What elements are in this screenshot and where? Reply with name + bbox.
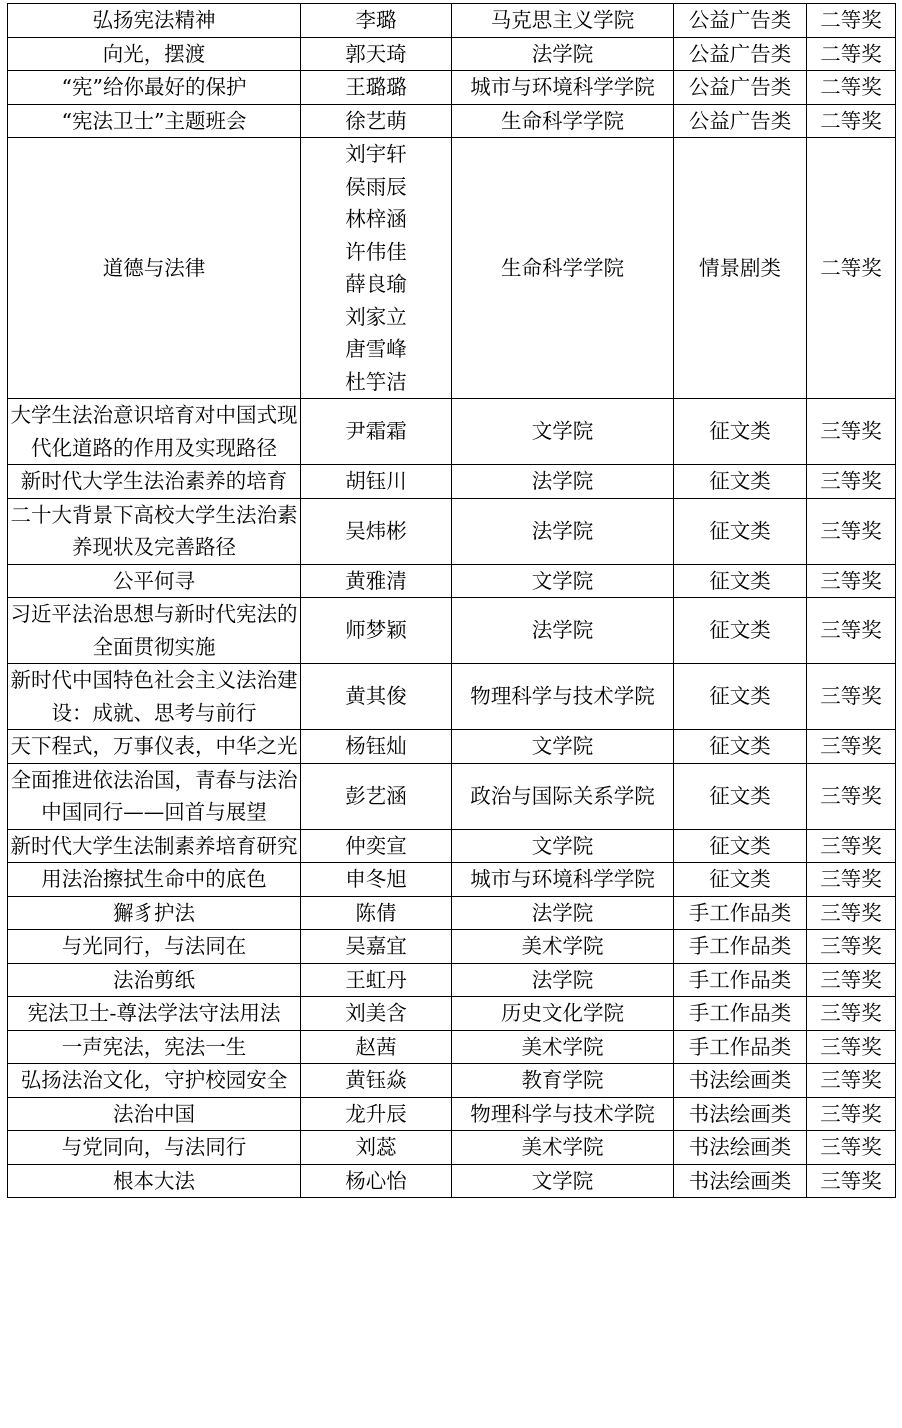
category-cell: 公益广告类 — [674, 104, 807, 138]
table-row — [8, 598, 896, 664]
author-cell: 龙升辰 — [301, 1097, 452, 1131]
college-cell: 物理科学与技术学院 — [452, 664, 674, 730]
category-cell: 书法绘画类 — [674, 1131, 807, 1165]
author-cell: 郭天琦 — [301, 37, 452, 71]
author-cell: 刘宇轩 侯雨辰 林梓涵 许伟佳 薛良瑜 刘家立 唐雪峰 杜竽洁 — [301, 138, 452, 399]
work-title-cell: 向光，摆渡 — [8, 37, 301, 71]
author-cell: 师梦颖 — [301, 598, 452, 664]
category-cell: 征文类 — [674, 498, 807, 564]
work-title-cell: 弘扬法治文化，守护校园安全 — [8, 1064, 301, 1098]
author-cell: 吴炜彬 — [301, 498, 452, 564]
table-row — [8, 1030, 896, 1064]
college-cell: 政治与国际关系学院 — [452, 763, 674, 829]
table-row — [8, 664, 896, 730]
author-cell: 申冬旭 — [301, 863, 452, 897]
award-cell: 三等奖 — [807, 730, 896, 764]
author-cell: 赵茜 — [301, 1030, 452, 1064]
work-title-cell: 天下程式，万事仪表，中华之光 — [8, 730, 301, 764]
category-cell: 征文类 — [674, 829, 807, 863]
college-cell: 法学院 — [452, 896, 674, 930]
category-cell: 手工作品类 — [674, 896, 807, 930]
award-cell: 三等奖 — [807, 1030, 896, 1064]
work-title-cell: 新时代大学生法治素养的培育 — [8, 465, 301, 499]
work-title-cell: 公平何寻 — [8, 564, 301, 598]
awards-table — [7, 3, 896, 1198]
table-row — [8, 138, 896, 399]
table-row — [8, 896, 896, 930]
author-cell: 徐艺萌 — [301, 104, 452, 138]
author-cell: 陈倩 — [301, 896, 452, 930]
award-cell: 三等奖 — [807, 997, 896, 1031]
table-row — [8, 1131, 896, 1165]
award-cell: 三等奖 — [807, 664, 896, 730]
category-cell: 书法绘画类 — [674, 1064, 807, 1098]
college-cell: 美术学院 — [452, 1131, 674, 1165]
award-cell: 三等奖 — [807, 1097, 896, 1131]
table-row — [8, 930, 896, 964]
award-cell: 二等奖 — [807, 4, 896, 38]
category-cell: 书法绘画类 — [674, 1097, 807, 1131]
category-cell: 公益广告类 — [674, 37, 807, 71]
work-title-cell: 大学生法治意识培育对中国式现代化道路的作用及实现路径 — [8, 399, 301, 465]
author-cell: 彭艺涵 — [301, 763, 452, 829]
work-title-cell: 一声宪法，宪法一生 — [8, 1030, 301, 1064]
college-cell: 文学院 — [452, 730, 674, 764]
college-cell: 教育学院 — [452, 1064, 674, 1098]
award-cell: 二等奖 — [807, 37, 896, 71]
work-title-cell: 新时代中国特色社会主义法治建设：成就、思考与前行 — [8, 664, 301, 730]
table-row — [8, 1064, 896, 1098]
category-cell: 征文类 — [674, 465, 807, 499]
college-cell: 物理科学与技术学院 — [452, 1097, 674, 1131]
work-title-cell: 与党同向，与法同行 — [8, 1131, 301, 1165]
table-row — [8, 997, 896, 1031]
table-row — [8, 71, 896, 105]
work-title-cell: 法治中国 — [8, 1097, 301, 1131]
author-cell: 刘蕊 — [301, 1131, 452, 1165]
table-row — [8, 863, 896, 897]
college-cell: 生命科学学院 — [452, 138, 674, 399]
work-title-cell: 二十大背景下高校大学生法治素养现状及完善路径 — [8, 498, 301, 564]
college-cell: 文学院 — [452, 829, 674, 863]
college-cell: 法学院 — [452, 37, 674, 71]
work-title-cell: “宪法卫士”主题班会 — [8, 104, 301, 138]
author-cell: 王虹丹 — [301, 963, 452, 997]
table-row — [8, 963, 896, 997]
category-cell: 征文类 — [674, 564, 807, 598]
author-cell: 李璐 — [301, 4, 452, 38]
author-cell: 黄雅清 — [301, 564, 452, 598]
author-cell: 胡钰川 — [301, 465, 452, 499]
category-cell: 征文类 — [674, 664, 807, 730]
table-row — [8, 4, 896, 38]
college-cell: 城市与环境科学学院 — [452, 863, 674, 897]
table-row — [8, 465, 896, 499]
award-cell: 三等奖 — [807, 399, 896, 465]
author-cell: 仲奕宣 — [301, 829, 452, 863]
award-cell: 三等奖 — [807, 564, 896, 598]
category-cell: 征文类 — [674, 399, 807, 465]
college-cell: 文学院 — [452, 1164, 674, 1198]
award-cell: 三等奖 — [807, 863, 896, 897]
work-title-cell: 根本大法 — [8, 1164, 301, 1198]
college-cell: 历史文化学院 — [452, 997, 674, 1031]
work-title-cell: 全面推进依法治国，青春与法治中国同行——回首与展望 — [8, 763, 301, 829]
college-cell: 法学院 — [452, 963, 674, 997]
work-title-cell: 宪法卫士-尊法学法守法用法 — [8, 997, 301, 1031]
award-cell: 三等奖 — [807, 896, 896, 930]
college-cell: 法学院 — [452, 465, 674, 499]
work-title-cell: 法治剪纸 — [8, 963, 301, 997]
work-title-cell: “宪”给你最好的保护 — [8, 71, 301, 105]
author-cell: 王璐璐 — [301, 71, 452, 105]
table-row — [8, 1164, 896, 1198]
college-cell: 城市与环境科学学院 — [452, 71, 674, 105]
award-cell: 三等奖 — [807, 763, 896, 829]
college-cell: 美术学院 — [452, 1030, 674, 1064]
author-cell: 黄其俊 — [301, 664, 452, 730]
college-cell: 法学院 — [452, 598, 674, 664]
work-title-cell: 与光同行，与法同在 — [8, 930, 301, 964]
table-row — [8, 730, 896, 764]
author-cell: 吴嘉宜 — [301, 930, 452, 964]
category-cell: 征文类 — [674, 863, 807, 897]
college-cell: 生命科学学院 — [452, 104, 674, 138]
table-row — [8, 763, 896, 829]
work-title-cell: 弘扬宪法精神 — [8, 4, 301, 38]
author-cell: 尹霜霜 — [301, 399, 452, 465]
college-cell: 美术学院 — [452, 930, 674, 964]
table-row — [8, 104, 896, 138]
work-title-cell: 獬豸护法 — [8, 896, 301, 930]
category-cell: 手工作品类 — [674, 963, 807, 997]
table-row — [8, 498, 896, 564]
award-cell: 三等奖 — [807, 498, 896, 564]
table-row — [8, 399, 896, 465]
college-cell: 文学院 — [452, 399, 674, 465]
award-cell: 三等奖 — [807, 598, 896, 664]
category-cell: 手工作品类 — [674, 930, 807, 964]
category-cell: 书法绘画类 — [674, 1164, 807, 1198]
award-cell: 三等奖 — [807, 1131, 896, 1165]
award-cell: 三等奖 — [807, 829, 896, 863]
award-cell: 三等奖 — [807, 930, 896, 964]
category-cell: 征文类 — [674, 598, 807, 664]
college-cell: 文学院 — [452, 564, 674, 598]
work-title-cell: 习近平法治思想与新时代宪法的全面贯彻实施 — [8, 598, 301, 664]
college-cell: 法学院 — [452, 498, 674, 564]
award-cell: 三等奖 — [807, 1164, 896, 1198]
category-cell: 手工作品类 — [674, 997, 807, 1031]
award-cell: 三等奖 — [807, 963, 896, 997]
author-cell: 杨心怡 — [301, 1164, 452, 1198]
award-cell: 二等奖 — [807, 71, 896, 105]
author-cell: 杨钰灿 — [301, 730, 452, 764]
award-cell: 二等奖 — [807, 104, 896, 138]
category-cell: 手工作品类 — [674, 1030, 807, 1064]
category-cell: 征文类 — [674, 730, 807, 764]
category-cell: 征文类 — [674, 763, 807, 829]
award-cell: 二等奖 — [807, 138, 896, 399]
category-cell: 公益广告类 — [674, 4, 807, 38]
work-title-cell: 道德与法律 — [8, 138, 301, 399]
award-cell: 三等奖 — [807, 1064, 896, 1098]
category-cell: 情景剧类 — [674, 138, 807, 399]
table-row — [8, 1097, 896, 1131]
work-title-cell: 新时代大学生法制素养培育研究 — [8, 829, 301, 863]
work-title-cell: 用法治擦拭生命中的底色 — [8, 863, 301, 897]
table-row — [8, 564, 896, 598]
award-cell: 三等奖 — [807, 465, 896, 499]
table-row — [8, 829, 896, 863]
author-cell: 刘美含 — [301, 997, 452, 1031]
college-cell: 马克思主义学院 — [452, 4, 674, 38]
table-row — [8, 37, 896, 71]
category-cell: 公益广告类 — [674, 71, 807, 105]
author-cell: 黄钰焱 — [301, 1064, 452, 1098]
